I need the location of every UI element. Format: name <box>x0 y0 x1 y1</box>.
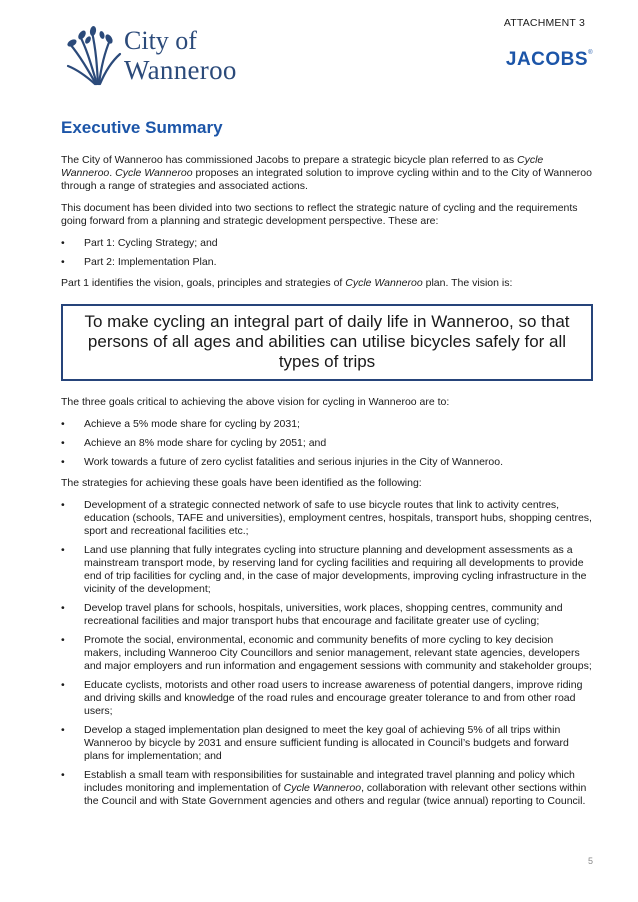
list-item: • Land use planning that fully integrates cycling into structure planning and development assessments as a mainstream transport mode, by reserving land for cycling facilities and requiring all developments to provide end of trip facilities for cycling and, in the case of major developments, improving cycling infrastructure in the vicinity of the development; <box>61 544 587 595</box>
list-item: • Part 2: Implementation Plan. <box>61 256 217 268</box>
list-item: • Develop a staged implementation plan designed to meet the key goal of achieving 5% of all trips within Wanneroo by bicycle by 2031 and ensure sufficient funding is allocated in Council’s budgets and forward plans for implementation; and <box>61 724 569 762</box>
list-item: • Promote the social, environmental, economic and community benefits of more cycling to key decision makers, including Wanneroo City Councillors and senior management, relevant state agencies, developers and major employers and run information and engagement sessions with community and stakeholder groups; <box>61 634 592 672</box>
list-item: • Develop travel plans for schools, hospitals, universities, work places, shopping centres, community and recreational facilities and major transport hubs that encourage and facilitate greater use of cycling; <box>61 602 563 627</box>
list-item: • Achieve an 8% mode share for cycling by 2051; and <box>61 437 327 449</box>
vision-statement-box: To make cycling an integral part of daily life in Wanneroo, so that persons of all ages and abilities can utilise bicycles safely for all types of trips <box>61 304 593 381</box>
logo-text-wanneroo: Wanneroo <box>124 55 237 85</box>
list-item: • Establish a small team with responsibilities for sustainable and integrated travel planning and policy which includes monitoring and implementation of Cycle Wanneroo, collaboration with relevant other sections within the Council and with State Government agencies and others and regular (twice annual) reporting to Council. <box>61 769 587 807</box>
document-body <box>61 118 593 816</box>
jacobs-logo <box>506 50 593 69</box>
intro-paragraph-1: The City of Wanneroo has commissioned Jacobs to prepare a strategic bicycle plan referred to as Cycle Wanneroo. Cycle Wanneroo proposes an integrated solution to improve cycling within and to the City of Wanneroo through a range of strategies and associated actions. <box>61 154 592 192</box>
goals-list <box>61 418 593 469</box>
registered-mark: ® <box>588 50 593 56</box>
parts-list <box>61 237 593 269</box>
jacobs-logo-text: JACOBS <box>505 49 589 70</box>
page-number: 5 <box>587 856 593 866</box>
logo-text-city-of: City of <box>124 26 197 55</box>
list-item: • Development of a strategic connected network of safe to use bicycle routes that link to activity centres, education (schools, TAFE and universities), employment centres, hospitals, transport hubs, shopping centres, sport and recreational facilities etc.; <box>61 499 592 537</box>
page-title: Executive Summary <box>61 118 223 137</box>
list-item: • Part 1: Cycling Strategy; and <box>61 237 218 249</box>
list-item: • Achieve a 5% mode share for cycling by 2031; <box>61 418 300 430</box>
attachment-label: ATTACHMENT 3 <box>503 17 585 29</box>
logo-grass-icon <box>66 26 124 88</box>
list-item: • Educate cyclists, motorists and other road users to increase awareness of potential dangers, improve riding and driving skills and knowledge of the road rules and encourage greater tolerance to and from other road users; <box>61 679 583 717</box>
city-of-wanneroo-logo <box>66 26 276 90</box>
strategies-list <box>61 499 593 808</box>
goals-intro: The three goals critical to achieving the above vision for cycling in Wanneroo are to: <box>61 396 450 408</box>
intro-paragraph-2: This document has been divided into two sections to reflect the strategic nature of cycling and the requirements going forward from a planning and strategic development perspective. These are: <box>61 202 578 227</box>
intro-paragraph-3: Part 1 identifies the vision, goals, principles and strategies of Cycle Wanneroo plan. The vision is: <box>61 277 513 289</box>
list-item: • Work towards a future of zero cyclist fatalities and serious injuries in the City of Wanneroo. <box>61 456 504 468</box>
strategies-intro: The strategies for achieving these goals have been identified as the following: <box>61 477 422 489</box>
